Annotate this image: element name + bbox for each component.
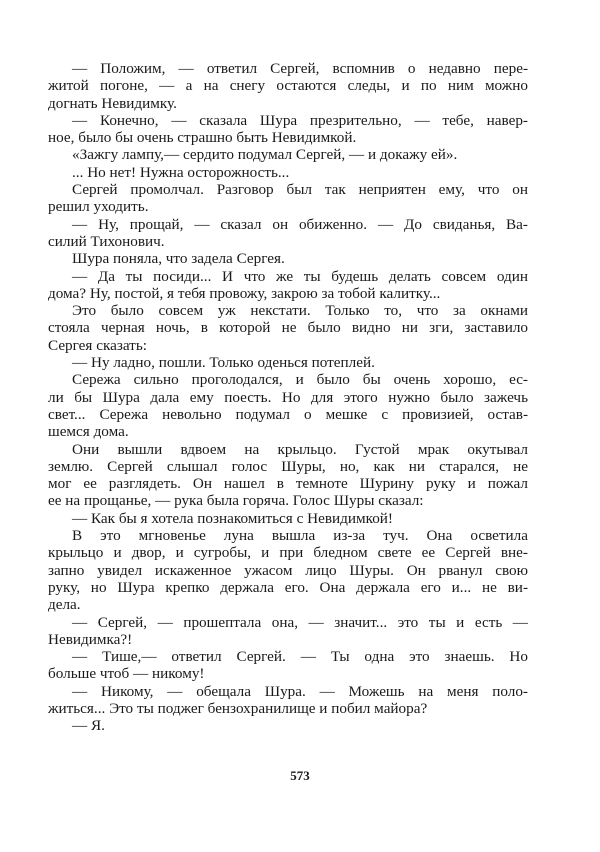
text-line: «Зажгу лампу,— сердито подумал Сергей, — и докажу ей». bbox=[72, 146, 458, 164]
text-line: Это было совсем уж некстати. Только то, что за окнами bbox=[72, 302, 528, 320]
text-line: Сергея сказать: bbox=[48, 336, 147, 354]
text-line: — Я. bbox=[72, 717, 105, 735]
text-line: силий Тихонович. bbox=[48, 232, 165, 250]
body-text bbox=[48, 60, 528, 735]
text-line: житой погоне, — а на снегу остаются следы, и по ним можно bbox=[48, 77, 528, 95]
text-line: — Положим, — ответил Сергей, вспомнив о недавно пере- bbox=[72, 60, 528, 77]
text-line: догнать Невидимку. bbox=[48, 94, 177, 112]
text-line: дома? Ну, постой, я тебя провожу, закрою за тобой калитку... bbox=[48, 284, 441, 302]
text-line: решил уходить. bbox=[48, 198, 149, 216]
text-line: Невидимка?! bbox=[48, 630, 133, 648]
text-line: — Ну ладно, пошли. Только оденься потеплей. bbox=[72, 354, 375, 372]
text-line: больше чтоб — никому! bbox=[48, 665, 205, 683]
text-line: ее на прощанье, — рука была горяча. Голос Шуры сказал: bbox=[48, 492, 424, 510]
text-line: землю. Сергей слышал голос Шуры, но, как ни старался, не bbox=[48, 457, 528, 475]
text-line: житься... Это ты поджег бензохранилище и побил майора? bbox=[48, 699, 428, 717]
text-line: Они вышли вдвоем на крыльцо. Густой мрак окутывал bbox=[72, 440, 528, 458]
text-line: — Да ты посиди... И что же ты будешь делать совсем один bbox=[72, 267, 528, 285]
text-line: Шура поняла, что задела Сергея. bbox=[72, 250, 285, 268]
text-line: — Ну, прощай, — сказал он обиженно. — До свиданья, Ва- bbox=[72, 215, 528, 233]
text-line: дела. bbox=[48, 596, 81, 614]
text-line: В это мгновенье луна вышла из-за туч. Она осветила bbox=[72, 527, 528, 545]
page-number: 573 bbox=[290, 768, 310, 783]
text-line: крыльцо и двор, и сугробы, и при бледном свете ее Сергей вне- bbox=[48, 544, 528, 562]
text-line: шемся дома. bbox=[48, 423, 129, 441]
text-line: ное, было бы очень страшно быть Невидимкой. bbox=[48, 129, 357, 147]
text-line: — Конечно, — сказала Шура презрительно, — тебе, навер- bbox=[72, 111, 528, 129]
text-line: — Никому, — обещала Шура. — Можешь на меня поло- bbox=[72, 682, 528, 700]
text-line: руку, но Шура крепко держала его. Она держала его и... не ви- bbox=[48, 578, 528, 596]
text-line: запно увидел искаженное ужасом лицо Шуры. Он рванул свою bbox=[48, 561, 528, 579]
text-line: Сергей промолчал. Разговор был так неприятен ему, что он bbox=[72, 181, 528, 199]
text-line: — Как бы я хотела познакомиться с Невидимкой! bbox=[72, 509, 393, 527]
text-line: Сережа сильно проголодался, и было бы очень хорошо, ес- bbox=[72, 371, 528, 389]
text-line: — Тише,— ответил Сергей. — Ты одна это знаешь. Но bbox=[72, 648, 528, 666]
text-line: свет... Сережа невольно подумал о мешке с провизией, остав- bbox=[48, 405, 528, 423]
text-line: стояла черная ночь, в которой не было видно ни зги, заставило bbox=[48, 319, 528, 337]
text-line: ... Но нет! Нужна осторожность... bbox=[72, 163, 290, 181]
text-line: ли бы Шура дала ему поесть. Но для этого нужно было зажечь bbox=[48, 388, 528, 406]
text-line: — Сергей, — прошептала она, — значит... это ты и есть — bbox=[72, 613, 528, 631]
text-line: мог ее разглядеть. Он нашел в темноте Шурину руку и пожал bbox=[48, 475, 528, 493]
